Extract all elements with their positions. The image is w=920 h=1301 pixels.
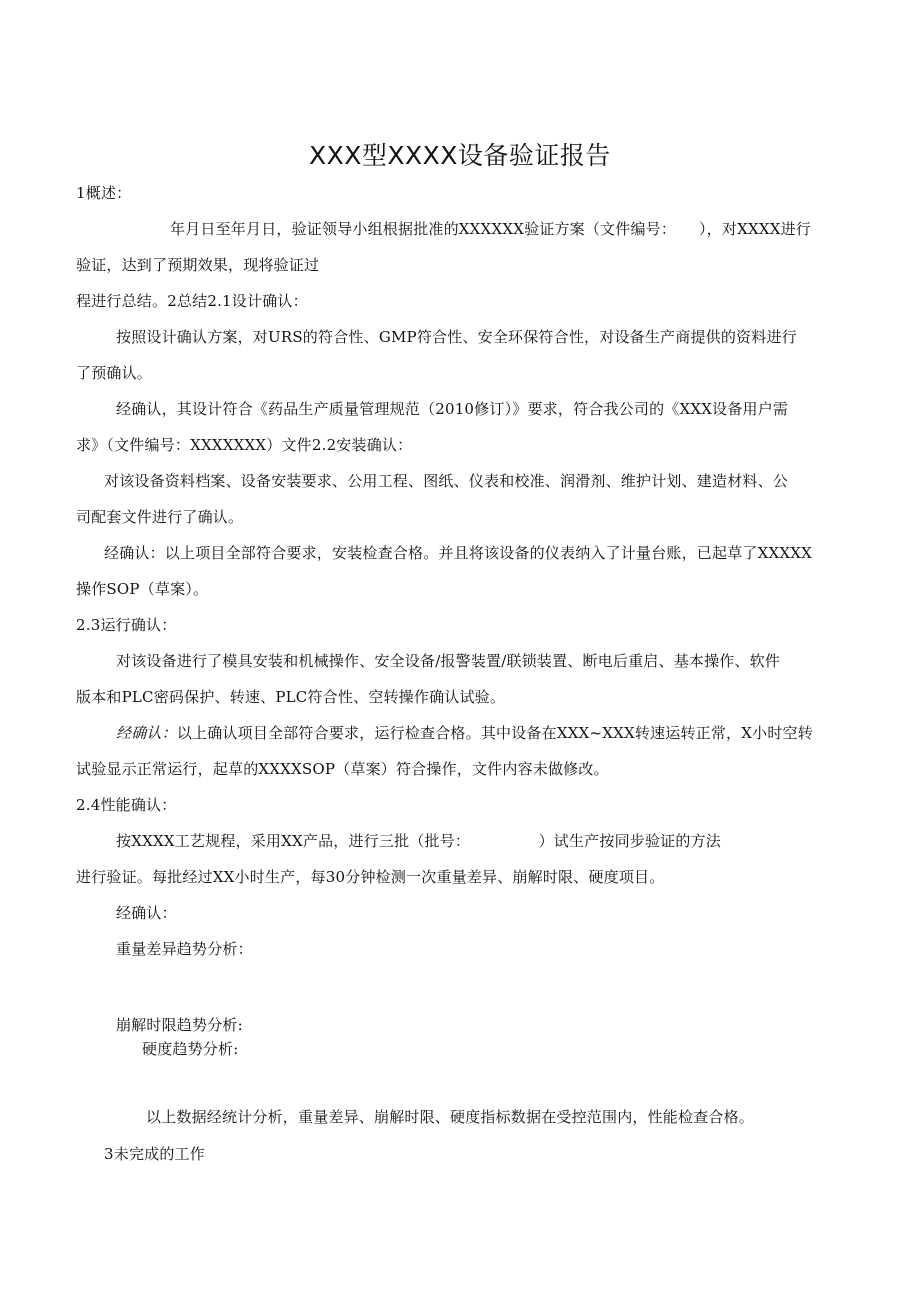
paragraph-overview-line-3: 程进行总结。2总结2.1设计确认： xyxy=(76,292,308,310)
performance-confirm-label: 经确认： xyxy=(116,904,177,922)
paragraph-operation-confirm-line-2: 试验显示正常运行，起草的XXXXSOP（草案）符合操作，文件内容未做修改。 xyxy=(76,760,609,778)
weight-variation-trend-label: 重量差异趋势分析： xyxy=(116,940,253,958)
paragraph-operation-line-1: 对该设备进行了模具安装和机械操作、安全设备/报警装置/联锁装置、断电后重启、基本操作、软件 xyxy=(116,652,781,670)
section-2-3-heading: 2.3运行确认： xyxy=(76,616,177,634)
paragraph-overview-line-1: 年月日至年月日，验证领导小组根据批准的XXXXXX验证方案（文件编号： ），对XXXX进行 xyxy=(170,220,811,238)
section-1-heading: 1概述： xyxy=(76,184,132,202)
section-3-heading: 3未完成的工作 xyxy=(104,1145,205,1163)
confirm-label: 经确认： xyxy=(116,724,177,742)
paragraph-overview-line-2: 验证，达到了预期效果，现将验证过 xyxy=(76,256,320,274)
paragraph-operation-line-2: 版本和PLC密码保护、转速、PLC符合性、空转操作确认试验。 xyxy=(76,688,506,706)
performance-conclusion: 以上数据经统计分析，重量差异、崩解时限、硬度指标数据在受控范围内，性能检查合格。 xyxy=(146,1108,755,1126)
document-title: XXX型XXXX设备验证报告 xyxy=(309,141,611,170)
paragraph-performance-line-1: 按XXXX工艺规程，采用XX产品，进行三批（批号： ）试生产按同步验证的方法 xyxy=(116,832,721,850)
paragraph-install-line-1: 对该设备资料档案、设备安装要求、公用工程、图纸、仪表和校准、润滑剂、维护计划、建造材料、公 xyxy=(104,472,789,490)
paragraph-design-confirm-line-1: 经确认，其设计符合《药品生产质量管理规范（2010修订）》要求，符合我公司的《XXX设备用户需 xyxy=(116,400,789,418)
paragraph-design-line-2: 了预确认。 xyxy=(76,364,153,382)
hardness-trend-label: 硬度趋势分析: xyxy=(142,1040,239,1058)
paragraph-install-confirm-line-2: 操作SOP（草案）。 xyxy=(76,580,209,598)
paragraph-design-confirm-line-2: 求》（文件编号：XXXXXXX）文件2.2安装确认： xyxy=(76,436,413,454)
disintegration-trend-label: 崩解时限趋势分析: xyxy=(116,1016,243,1034)
paragraph-design-line-1: 按照设计确认方案，对URS的符合性、GMP符合性、安全环保符合性，对设备生产商提供的资料进行 xyxy=(116,328,797,346)
paragraph-performance-line-2: 进行验证。每批经过XX小时生产，每30分钟检测一次重量差异、崩解时限、硬度项目。 xyxy=(76,868,665,886)
paragraph-operation-confirm-line-1 xyxy=(116,722,813,744)
paragraph-install-line-2: 司配套文件进行了确认。 xyxy=(76,508,244,526)
paragraph-install-confirm-line-1: 经确认：以上项目全部符合要求，安装检查合格。并且将该设备的仪表纳入了计量台账，已起草了XXXXX xyxy=(104,544,812,562)
section-2-4-heading: 2.4性能确认： xyxy=(76,796,177,814)
confirm-text: 以上确认项目全部符合要求，运行检查合格。其中设备在XXX~XXX转速运转正常，X小时空转 xyxy=(176,724,813,742)
